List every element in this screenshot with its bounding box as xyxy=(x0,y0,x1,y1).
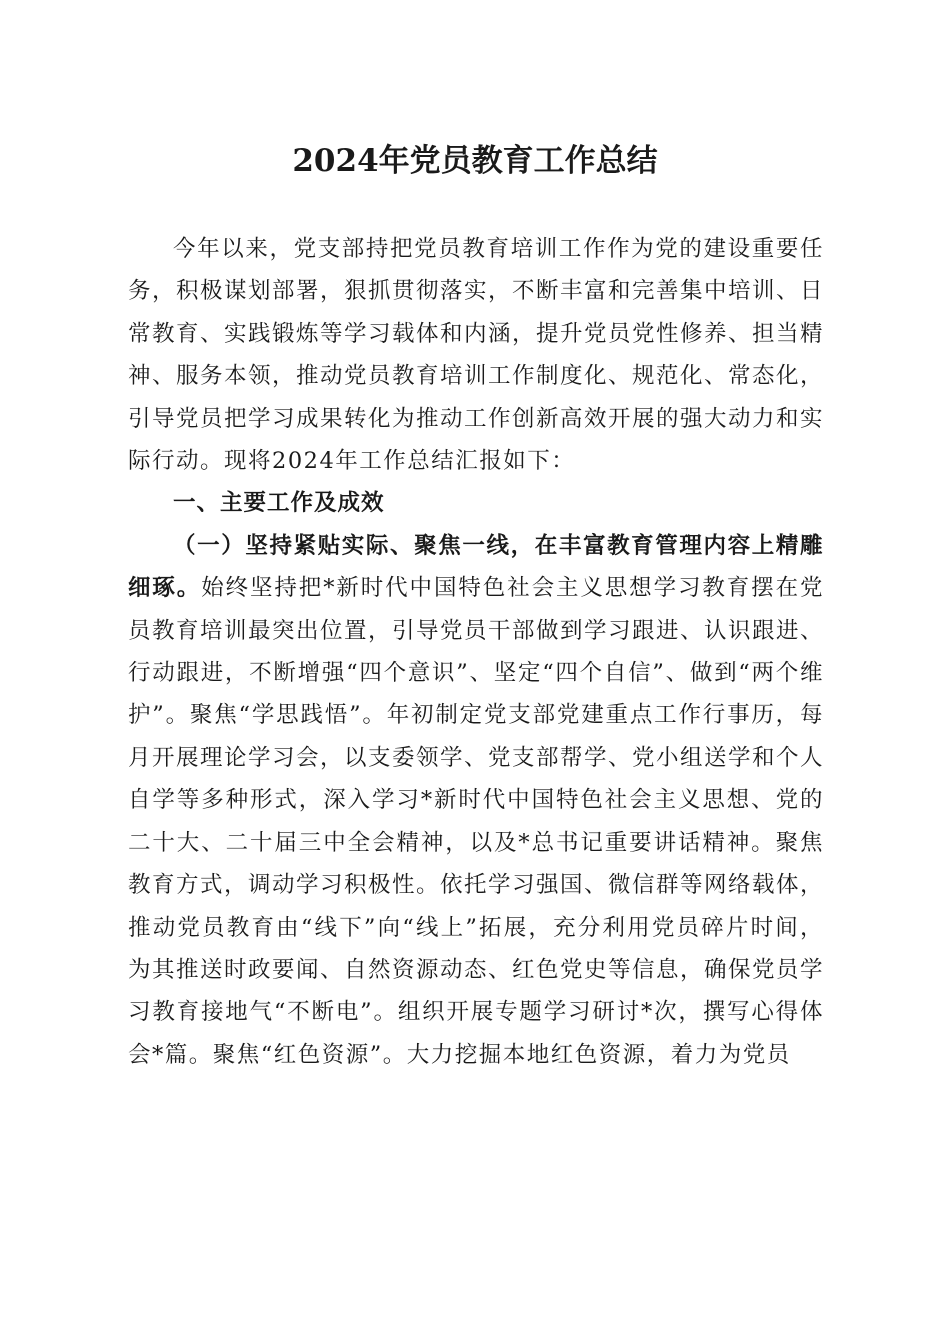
document-title: 2024年党员教育工作总结 xyxy=(292,143,658,179)
subsection-lead: （一）坚持紧贴实际、聚焦一线，在丰富教育管理内容上精雕细琢。 xyxy=(128,532,824,602)
subsection-text: 始终坚持把*新时代中国特色社会主义思想学习教育摆在党员教育培训最突出位置，引导党员干部做到学习跟进、认识跟进、行动跟进，不断增强“四个意识”、坚定“四个自信”、做到“两个维护”。聚焦“学思践悟”。年初制定党支部党建重点工作行事历，每月开展理论学习会，以支委领学、党支部帮学、党小组送学和个人自学等多种形式，深入学习*新时代中国特色社会主义思想、党的二十大、二十届三中全会精神，以及*总书记重要讲话精神。聚焦教育方式，调动学习积极性。依托学习强国、微信群等网络载体，推动党员教育由“线下”向“线上”拓展，充分利用党员碎片时间，为其推送时政要闻、自然资源动态、红色党史等信息，确保党员学习教育接地气“不断电”。组织开展专题学习研讨*次，撰写心得体会*篇。聚焦“红色资源”。大力挖掘本地红色资源，着力为党员 xyxy=(128,575,825,1068)
document-body xyxy=(128,228,824,1076)
subsection-paragraph xyxy=(128,525,824,1076)
intro-paragraph: 今年以来，党支部持把党员教育培训工作作为党的建设重要任务，积极谋划部署，狠抓贯彻落实，不断丰富和完善集中培训、日常教育、实践锻炼等学习载体和内涵，提升党员党性修养、担当精神、服务本领，推动党员教育培训工作制度化、规范化、常态化，引导党员把学习成果转化为推动工作创新高效开展的强大动力和实际行动。现将2024年工作总结汇报如下： xyxy=(128,236,825,475)
section-heading: 一、主要工作及成效 xyxy=(173,490,385,517)
